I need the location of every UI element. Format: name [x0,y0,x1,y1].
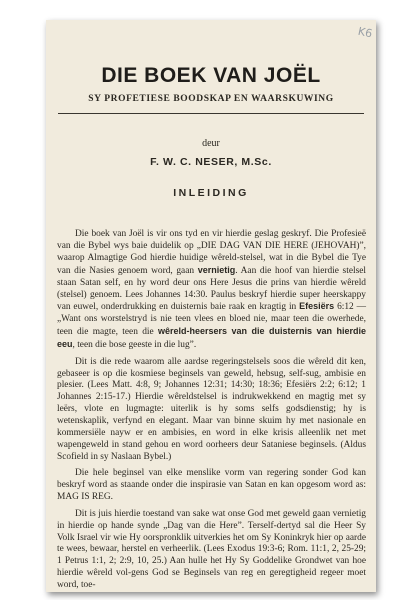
paragraph-text: Dit is juis hierdie toestand van sake wat onse God met geweld gaan vernietig in hierdie op hande synde „Dag van die Here”. Terself-dertyd sal die Heer Sy Volk Israel vir wie Hy oorspronklik uitverkies het om Sy Koninkryk hier op aarde te wees, bewaar, herstel en verheerlik. (Lees Exodus 19:3-6; Rom. 11:1, 2, 25-29; 1 Petrus 1:1, 2; 2:9, 10, 25.) Aan hulle het Hy Sy Goddelike Grondwet van hoe hierdie wêreld vol-gens God se Beginsels van reg en geregtigheid regeer moet word, toe- [57,508,366,591]
document-page [46,20,376,592]
paragraph-text: Die hele beginsel van elke menslike vorm van regering sonder God kan beskryf word as staande onder die inspirasie van Satan en kan opgesom word as: MAG IS REG. [57,468,366,503]
emphasis-text: wêreld-heersers van die duisternis van hierdie eeu [57,326,366,350]
document-subtitle: SY PROFETIESE BOODSKAP EN WAARSKUWING [88,94,334,104]
byline-label: deur [202,138,220,149]
corner-handwritten-mark: K6 [356,24,374,41]
body-paragraph [57,357,366,464]
emphasis-text: Efesiërs [299,301,335,312]
paragraph-text: . Aan die hoof van hierdie stelsel staan Satan self, en hy word deur ons Here Jesus die prins van hierdie wêreld (stelsel) genoem. Lees Johannes 14:30. Paulus beskryf hierdie super heerskappy van euwel, onderdrukking en duisternis baie raak en kragtig in [57,265,366,313]
author-name: F. W. C. NESER, M.Sc. [150,156,272,168]
body-paragraph [57,468,366,504]
document-title: DIE BOEK VAN JOËL [101,64,321,87]
paragraph-text: , teen die bose geeste in die lug”. [72,340,197,351]
body-paragraph [57,229,366,352]
title-divider [58,113,364,114]
section-heading: INLEIDING [173,187,249,199]
paragraph-text: Die boek van Joël is vir ons tyd en vir hierdie geslag geskryf. Die Profesieë van die Bybel wys baie duidelik op „DIE DAG VAN DIE HERE (JEHOVAH)”, waarop Almagtige God hierdie huidige wêreld-stelsel, wat in die Bybel die Tye van die Nasies genoem word, gaan [57,229,366,276]
paragraph-text: Dit is die rede waarom alle aardse regeringstelsels soos die wêreld dit ken, gebaseer is op die kosmiese beginsels van geweld, hebsug, self-sug, ambisie en plesier. (Lees Matt. 4:8, 9; Johannes 12:31; 14:30; 18:36; Efesiërs 2:2; 6:12; 1 Johannes 2:15-17.) Hierdie wêreldstelsel is indrukwekkend en magtig met sy leërs, vlote en lugmagte: uiterlik is hy soms selfs godsdienstig; hy is wetenskaplik, verfynd en elegant. Maar van binne skuim hy met nasionale en kommersiële nayw er en ambisies, en word in elke krisis alleenlik net met wapengeweld in stand gehou en word oorheers deur Sataniese beginsels. (Aldus Scofield in sy Naslaan Bybel.) [57,356,366,462]
body-text [57,229,366,597]
body-paragraph [57,509,366,592]
emphasis-text: vernietig [197,264,236,275]
paragraph-text: 6:12 — „Want ons worstelstryd is nie teen vlees en bloed nie, maar teen die owerhede, teen die magte, teen die [57,302,366,338]
